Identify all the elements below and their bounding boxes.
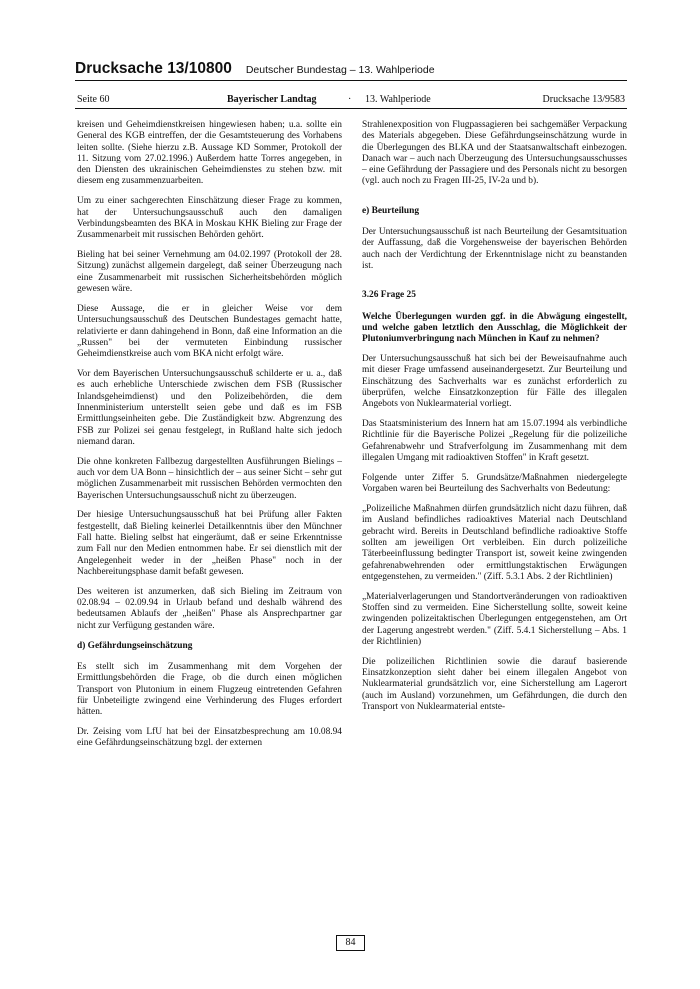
section-heading-d: d) Gefährdungseinschätzung [77,640,193,651]
running-header-rule [75,108,627,109]
paragraph: Es stellt sich im Zusammenhang mit dem Vorgehen der Ermittlungsbehörden die Frage, ob die durch einen möglichen Transport von Plutonium in einem Flugzeug eintretenden Gefahren für Unbeteiligte zwingend eine Verhinderung des Fluges erfordert hätten. [77,661,342,718]
doc-label: Drucksache 13/10800 [75,60,232,77]
paragraph: Der Untersuchungsausschuß ist nach Beurteilung der Gesamtsituation der Auffassung, daß die Vorgehensweise der bayerischen Behörden auch nach der Verdichtung der Erkenntnislage nicht zu beanstanden ist. [362,227,627,271]
page-number: 84 [336,935,365,951]
paragraph: Folgende unter Ziffer 5. Grundsätze/Maßnahmen niedergelegte Vorgaben waren bei Beurteilung des Sachverhalts von Bedeutung: [362,472,627,495]
document-header [75,60,627,78]
quote-paragraph: „Polizeiliche Maßnahmen dürfen grundsätzlich nicht dazu führen, daß im Ausland befindliches radioaktives Material nach Deutschland gebracht wird. Bereits in Deutschland befindliche radioaktive Stoffe sollten am jeweiligen Ort verbleiben. Ein durch polizeiliche Täterbeeinflussung bedingter Transport ist, soweit keine zwingenden gefahrenabwehrenden oder ermittlungstaktischen Erwägungen entgegenstehen, zu vermeiden." (Ziff. 5.3.1 Abs. 2 der Richtlinien) [362,504,627,582]
right-column [362,120,627,722]
quote-paragraph: „Materialverlagerungen und Standortveränderungen von radioaktiven Stoffen sind zu vermeiden. Eine Sicherstellung sollte, soweit keine zwingenden polizeitaktischen Überlegungen entgegenstehen, am Ort der Lagerung angestrebt werden." (Ziff. 5.4.1 Sicherstellung – Abs. 1 der Richtlinien) [362,591,627,647]
paragraph: Der Untersuchungsausschuß hat sich bei der Beweisaufnahme auch mit dieser Frage umfassend auseinandergesetzt. Zur Beurteilung und Einschätzung des Sachverhalts war es zunächst erforderlich zu überprüfen, welche Einsatzkonzeption für Fälle des illegalen Angebots von Nuklearmaterial vorliegt. [362,354,627,410]
paragraph: Diese Aussage, die er in gleicher Weise vor dem Untersuchungsausschuß des Deutschen Bundestages gemacht hatte, relativierte er dann dahingehend in Bonn, daß eine Information an die „Russen" bei der vermuteten Einbindung russischer Geheimdienstkreise auch vom BKA nicht erfolgt wäre. [77,303,342,360]
paragraph: Des weiteren ist anzumerken, daß sich Bieling im Zeitraum von 02.08.94 – 02.09.94 in Urlaub befand und deshalb während des bedeutsamen Ablaufs der „heißen" Phase als Ansprechpartner gar nicht zur Verfügung gestanden wäre. [77,586,342,631]
bundestag-label: Deutscher Bundestag – 13. Wahlperiode [245,64,435,76]
page-label: Seite 60 [77,94,110,105]
paragraph: Dr. Zeising vom LfU hat bei der Einsatzbesprechung am 10.08.94 eine Gefährdungseinschätzung bzgl. der externen [77,727,342,749]
period-label: 13. Wahlperiode [365,94,431,105]
landtag-doc-label: Drucksache 13/9583 [542,94,625,105]
section-heading-e: e) Beurteilung [362,205,420,216]
header-rule [75,80,627,81]
landtag-label: Bayerischer Landtag [227,94,317,105]
paragraph: Das Staatsministerium des Innern hat am 15.07.1994 als verbindliche Richtlinie für die Bayerische Polizei „Regelung für die polizeiliche Gefahrenabwehr und Strafverfolgung im Zusammenhang mit dem illegalen Umgang mit radioaktiven Stoffen" in Kraft gesetzt. [362,419,627,464]
paragraph: Um zu einer sachgerechten Einschätzung dieser Frage zu kommen, hat der Untersuchungsausschuß auch den damaligen Verbindungsbeamten des BKA in Moskau KHK Bieling zur Frage der Zusammenarbeit mit russischen Behörden gehört. [77,196,342,241]
question-text: Welche Überlegungen wurden ggf. in die Abwägung eingestellt, und welche gaben letztlich den Ausschlag, die Möglichkeit der Plutoniumverbringung nach München in Kauf zu nehmen? [362,311,627,345]
section-heading-326: 3.26 Frage 25 [362,290,416,301]
left-column [77,120,342,758]
paragraph: Bieling hat bei seiner Vernehmung am 04.02.1997 (Protokoll der 28. Sitzung) zunächst allgemein dargelegt, daß seiner Überzeugung nach eine Zusammenarbeit mit russischen Sicherheitsbehörden möglich gewesen wäre. [77,250,342,295]
running-header [75,94,627,108]
paragraph: kreisen und Geheimdienstkreisen hingewiesen haben; u.a. sollte ein General des KGB eintreffen, der die Gesamtsteuerung des Vorhabens leiten sollte. (Siehe hierzu z.B. Aussage KD Sommer, Protokoll der 11. Sitzung vom 27.02.1996.) Außerdem hatte Torres angegeben, in den Diensten des ukrainischen Geheimdienstes zu stehen bzw. mit diesem eng zusammenzuarbeiten. [77,120,342,187]
separator-dot: · [348,94,352,105]
paragraph: Die polizeilichen Richtlinien sowie die darauf basierende Einsatzkonzeption sieht daher bei einem illegalen Angebot von Nuklearmaterial grundsätzlich vor, eine Sicherstellung am Lagerort (auch im Ausland) vorzunehmen, um Gefährdungen, die durch den Transport von Nuklearmaterial entste- [362,656,627,713]
paragraph: Strahlenexposition von Flugpassagieren bei sachgemäßer Verpackung des Materials abgegeben. Diese Gefährdungseinschätzung wurde in die Überlegungen des BLKA und der Staatsanwaltschaft einbezogen. Danach war – auch nach Überzeugung des Untersuchungsausschusses – eine Gefährdung der Passagiere und des Personals nicht zu besorgen (vgl. auch noch zu Fragen III-25, IV-2a und b). [362,120,627,187]
paragraph: Vor dem Bayerischen Untersuchungsausschuß schilderte er u. a., daß es auch erhebliche Unterschiede zwischen dem FSB (Russischer Inlandsgeheimdienst) und den Polizeibehörden, die dem Innenministerium unterstellt seien gebe und daß es im FSB Ermittlungseinheiten gebe. Die Zuständigkeit bzw. Abgrenzung des FSB zur Polizei sei genau festgelegt, in Rußland halte sich jedoch niemand daran. [77,369,342,447]
paragraph: Der hiesige Untersuchungsausschuß hat bei Prüfung aller Fakten festgestellt, daß Bieling keinerlei Detailkenntnis über den Münchner Fall hatte. Bieling selbst hat eingeräumt, daß er seine Erkenntnisse zum Fall nur den Medien entnommen habe. Er sei dienstlich mit der Angelegenheit weder in der „heißen Phase" noch in der Nachbereitungsphase damit befaßt gewesen. [77,510,342,577]
paragraph: Die ohne konkreten Fallbezug dargestellten Ausführungen Bielings – auch vor dem UA Bonn – hinsichtlich der – aus seiner Sicht – sehr gut möglichen Zusammenarbeit mit russischen Behörden vermochten den Bayerischen Untersuchungsausschuß nicht zu überzeugen. [77,456,342,501]
